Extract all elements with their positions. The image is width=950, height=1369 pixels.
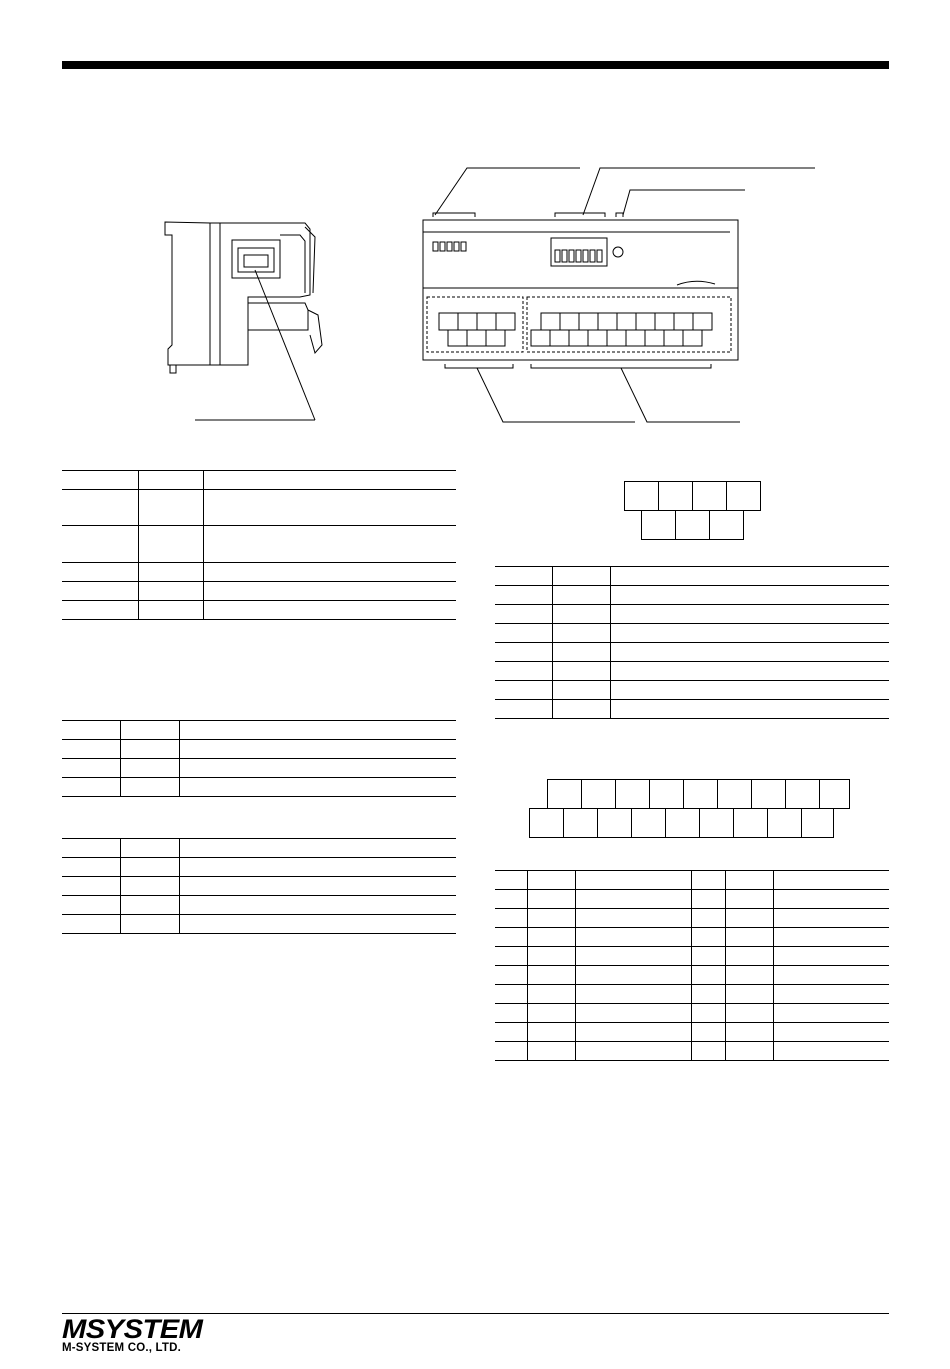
table-right-2 bbox=[495, 870, 889, 1061]
table-left-1 bbox=[62, 470, 456, 620]
company-name: M-SYSTEM CO., LTD. bbox=[62, 1342, 182, 1354]
table-right-1 bbox=[495, 566, 889, 719]
front-view-drawing bbox=[415, 160, 835, 425]
header-rule bbox=[62, 61, 889, 69]
terminal-diagram-18 bbox=[527, 778, 853, 840]
table-left-2 bbox=[62, 720, 456, 797]
side-view-drawing bbox=[150, 215, 335, 430]
terminal-diagram-7 bbox=[622, 480, 762, 542]
company-logo: MSYSTEM bbox=[62, 1314, 203, 1344]
table-left-3 bbox=[62, 838, 456, 934]
